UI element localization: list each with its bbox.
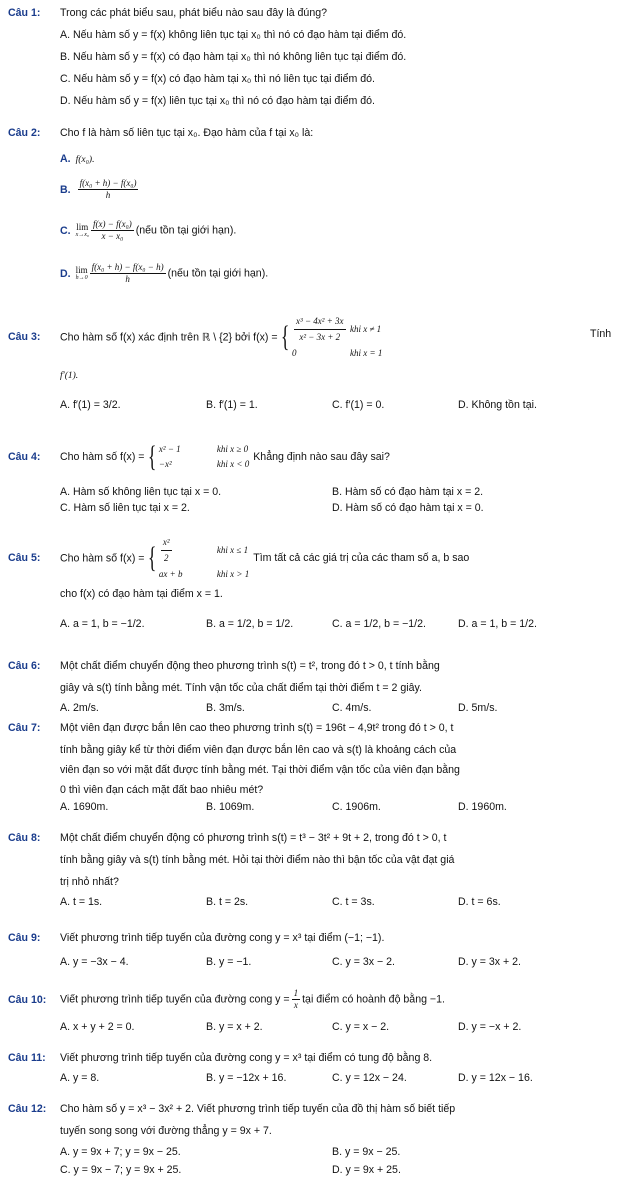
question-stem: Một viên đạn được bắn lên cao theo phương trình s(t) = 196t − 4,9t² trong đó t > 0, t — [60, 722, 454, 734]
option-a[interactable]: A. y = −3x − 4. — [60, 956, 129, 968]
fraction: $\frac{\text{f(x₀ + h) − f(x₀ − h)}}{h}$ — [91, 262, 164, 285]
question-4 — [8, 442, 390, 473]
option-a[interactable]: A. a = 1, b = −1/2. — [60, 618, 145, 630]
question-stem-cont: trị nhỏ nhất? — [60, 876, 119, 888]
option-b[interactable]: B. a = 1/2, b = 1/2. — [206, 618, 294, 630]
option-d[interactable]: D. 5m/s. — [458, 702, 498, 714]
option-c[interactable]: C. f′(1) = 0. — [332, 399, 385, 411]
question-stem: Một chất điểm chuyển động có phương trình s(t) = t³ − 3t² + 9t + 2, trong đó t > 0, t — [60, 832, 447, 844]
option-a[interactable]: A. y = 8. — [60, 1072, 100, 1084]
question-number: Câu 5: — [8, 552, 41, 565]
option-d[interactable]: D. Không tồn tại. — [458, 399, 537, 411]
option-b[interactable]: B. y = −1. — [206, 956, 252, 968]
option-letter: C. — [60, 224, 71, 237]
question-stem: tại điểm có hoành độ bằng −1. — [302, 993, 445, 1006]
question-number: Câu 2: — [8, 127, 41, 139]
question-stem-tail: Tính — [590, 328, 612, 340]
option-d[interactable]: D. y = 12x − 16. — [458, 1072, 533, 1084]
option-letter: A. — [60, 153, 71, 165]
question-stem: Trong các phát biểu sau, phát biểu nào sau đây là đúng? — [60, 7, 328, 19]
option-a[interactable]: A. y = 9x + 7; y = 9x − 25. — [60, 1146, 181, 1158]
option-b[interactable]: B. Nếu hàm số y = f(x) có đạo hàm tại x₀ thì nó không liên tục tại điểm đó. — [60, 51, 407, 63]
option-a[interactable]: A. 1690m. — [60, 801, 109, 813]
limit: lim x→x₀ — [75, 222, 90, 239]
question-stem-cont: tính bằng giây kể từ thời điểm viên đạn được bắn lên cao và s(t) là khoảng cách của — [60, 744, 457, 756]
fraction: $\frac{\text{f(x₀ + h) − f(x₀)}}{h}$ — [79, 178, 137, 201]
question-number: Câu 8: — [8, 832, 41, 844]
question-11 — [8, 1052, 432, 1065]
option-letter: B. — [60, 183, 71, 196]
question-formula: f′(1). — [60, 371, 79, 381]
brace-icon: { — [147, 541, 157, 575]
option-b[interactable]: B. y = x + 2. — [206, 1021, 263, 1033]
question-number: Câu 7: — [8, 722, 41, 734]
option-c[interactable]: C. y = 12x − 24. — [332, 1072, 407, 1084]
question-number: Câu 3: — [8, 331, 41, 344]
option-a[interactable]: A. Nếu hàm số y = f(x) không liên tục tại x₀ thì nó có đạo hàm tại điểm đó. — [60, 29, 407, 41]
option-d[interactable]: D. Nếu hàm số y = f(x) liên tục tại x₀ thì nó có đạo hàm tại điểm đó. — [60, 95, 375, 107]
fraction: $\frac{\text{f(x) − f(x₀)}}{\text{x − x₀}}$ — [93, 219, 132, 242]
option-b[interactable]: B. y = 9x − 25. — [332, 1146, 401, 1158]
piecewise: $\frac{\text{x³ − 4x² + 3x}}{\text{x² − 3x + 2}}$ khi x ≠ 1 0 khi x = 1 — [292, 316, 383, 358]
option-c[interactable]: C. y = 9x − 7; y = 9x + 25. — [60, 1164, 182, 1176]
question-stem: Viết phương trình tiếp tuyến của đường cong y = x³ tại điểm có tung độ bằng 8. — [60, 1052, 433, 1064]
question-stem: Khẳng định nào sau đây sai? — [253, 451, 390, 464]
option-a[interactable]: A. Hàm số không liên tục tại x = 0. — [60, 486, 222, 498]
question-7 — [8, 722, 454, 735]
question-stem-cont: viên đạn so với mặt đất được tính bằng mét. Tại thời điểm vận tốc của viên đạn bằng — [60, 764, 460, 776]
question-stem: Cho hàm số f(x) xác định trên ℝ \ {2} bởi f(x) = — [60, 331, 278, 344]
option-b[interactable]: B. f′(1) = 1. — [206, 399, 258, 411]
option-c[interactable]: C. Hàm số liên tục tại x = 2. — [60, 502, 190, 514]
option-b[interactable] — [60, 178, 140, 202]
option-b[interactable]: B. y = −12x + 16. — [206, 1072, 287, 1084]
option-d[interactable]: D. y = 9x + 25. — [332, 1164, 401, 1176]
option-a[interactable]: A. t = 1s. — [60, 896, 103, 908]
option-d[interactable] — [60, 262, 268, 286]
option-c[interactable]: C. y = 3x − 2. — [332, 956, 396, 968]
option-b[interactable]: B. 1069m. — [206, 801, 255, 813]
question-number: Câu 6: — [8, 660, 41, 672]
question-stem: Cho f là hàm số liên tục tại x₀. Đạo hàm của f tại x₀ là: — [60, 127, 314, 139]
option-c[interactable]: C. a = 1/2, b = −1/2. — [332, 618, 426, 630]
option-c[interactable]: C. Nếu hàm số y = f(x) có đạo hàm tại x₀ thì nó liên tục tại điểm đó. — [60, 73, 375, 85]
question-9 — [8, 932, 384, 945]
question-stem: Viết phương trình tiếp tuyến của đường cong y = x³ tại điểm (−1; −1). — [60, 932, 385, 944]
question-stem-cont: tính bằng giây và s(t) tính bằng mét. Hỏi tại thời điểm nào thì bận tốc của vật đạt giá — [60, 854, 455, 866]
question-number: Câu 10: — [8, 993, 47, 1006]
option-note: (nếu tồn tại giới hạn). — [135, 224, 237, 237]
question-stem-cont: tuyến song song với đường thẳng y = 9x + 7. — [60, 1125, 272, 1137]
question-stem-cont: 0 thì viên đạn cách mặt đất bao nhiêu mét? — [60, 784, 264, 796]
question-8 — [8, 832, 447, 845]
option-formula: f(x₀). — [75, 155, 95, 165]
option-b[interactable]: B. 3m/s. — [206, 702, 245, 714]
question-stem: Một chất điểm chuyển động theo phương trình s(t) = t², trong đó t > 0, t tính bằng — [60, 660, 440, 672]
option-a[interactable] — [60, 153, 94, 167]
option-a[interactable]: A. f′(1) = 3/2. — [60, 399, 121, 411]
question-stem-cont: cho f(x) có đạo hàm tại điểm x = 1. — [60, 588, 223, 600]
question-5 — [8, 535, 469, 582]
option-d[interactable]: D. y = −x + 2. — [458, 1021, 522, 1033]
option-d[interactable]: D. y = 3x + 2. — [458, 956, 522, 968]
piecewise: $\frac{\text{x²}}{2}$ khi x ≤ 1 ax + b khi x > 1 — [158, 537, 250, 579]
option-c[interactable]: C. 1906m. — [332, 801, 381, 813]
brace-icon: { — [147, 440, 157, 474]
option-b[interactable]: B. Hàm số có đạo hàm tại x = 2. — [332, 486, 484, 498]
question-1 — [8, 7, 614, 20]
option-d[interactable]: D. t = 6s. — [458, 896, 501, 908]
question-number: Câu 11: — [8, 1052, 46, 1064]
question-10 — [8, 988, 445, 1012]
piecewise: x² − 1 khi x ≥ 0 −x² khi x < 0 — [158, 444, 250, 470]
question-number: Câu 12: — [8, 1103, 47, 1115]
option-b[interactable]: B. t = 2s. — [206, 896, 249, 908]
question-stem: Tìm tất cả các giá trị của các tham số a, b sao — [253, 552, 470, 565]
question-stem: Cho hàm số f(x) = — [60, 451, 145, 464]
question-2 — [8, 127, 614, 140]
option-d[interactable]: D. Hàm số có đạo hàm tại x = 0. — [332, 502, 484, 514]
question-3 — [8, 314, 382, 361]
option-a[interactable]: A. x + y + 2 = 0. — [60, 1021, 135, 1033]
question-number: Câu 1: — [8, 7, 41, 19]
question-stem-cont: giây và s(t) tính bằng mét. Tính vận tốc của chất điểm tại thời điểm t = 2 giây. — [60, 682, 422, 694]
option-c[interactable] — [60, 219, 236, 243]
fraction: $\frac{1}{x}$ — [293, 988, 299, 1011]
limit: lim h→0 — [75, 265, 88, 282]
question-6 — [8, 660, 440, 673]
option-c[interactable]: C. y = x − 2. — [332, 1021, 390, 1033]
brace-icon: { — [280, 320, 290, 354]
option-note: (nếu tồn tại giới hạn). — [167, 267, 269, 280]
option-d[interactable]: D. 1960m. — [458, 801, 507, 813]
question-stem: Cho hàm số f(x) = — [60, 552, 145, 565]
question-12 — [8, 1103, 455, 1116]
option-a[interactable]: A. 2m/s. — [60, 702, 99, 714]
option-letter: D. — [60, 267, 71, 280]
question-number: Câu 9: — [8, 932, 41, 944]
option-c[interactable]: C. 4m/s. — [332, 702, 372, 714]
option-c[interactable]: C. t = 3s. — [332, 896, 375, 908]
option-d[interactable]: D. a = 1, b = 1/2. — [458, 618, 537, 630]
question-stem: Viết phương trình tiếp tuyến của đường cong y = — [60, 993, 290, 1006]
question-stem: Cho hàm số y = x³ − 3x² + 2. Viết phương trình tiếp tuyến của đồ thị hàm số biết tiếp — [60, 1103, 456, 1115]
question-number: Câu 4: — [8, 451, 41, 464]
